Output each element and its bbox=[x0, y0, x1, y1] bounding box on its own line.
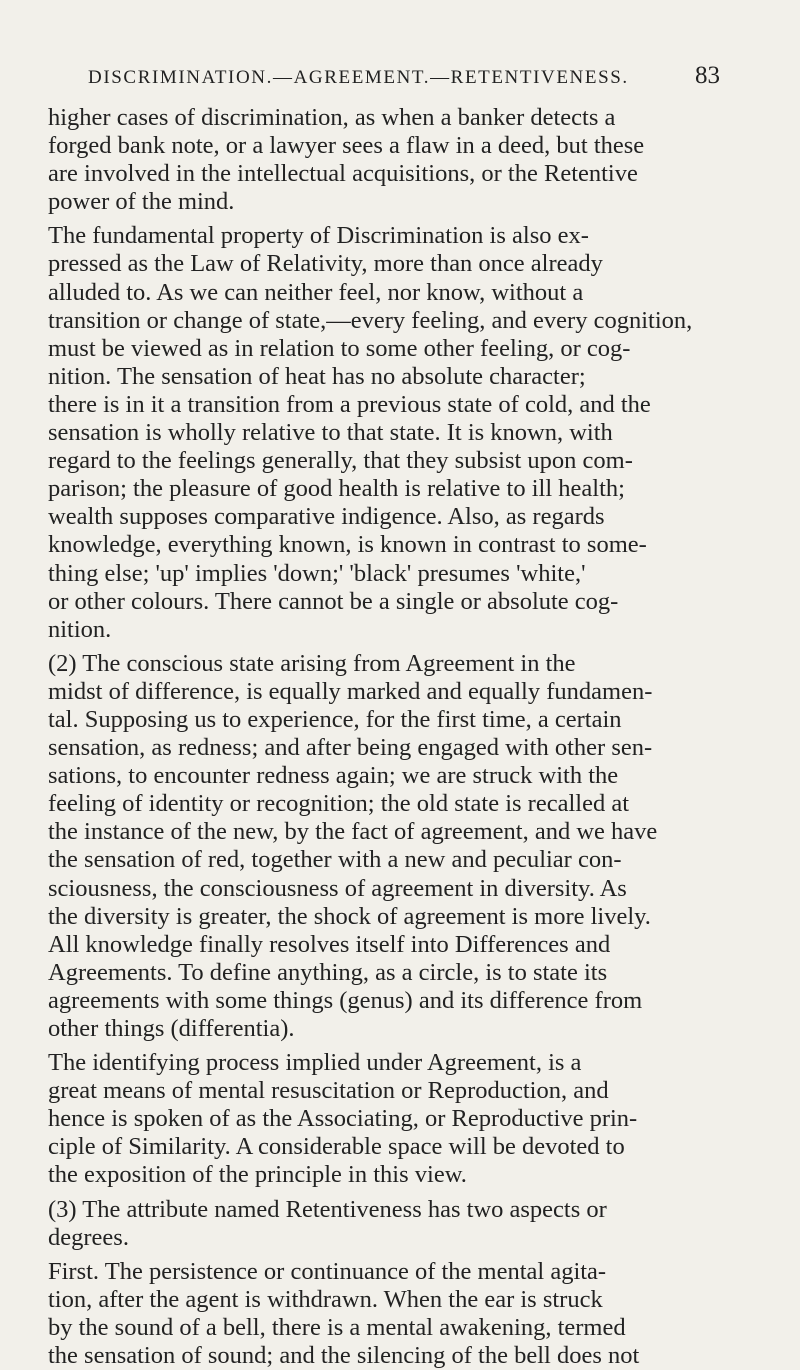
text-line: midst of difference, is equally marked and equally fundamen- bbox=[48, 677, 653, 705]
text-line: power of the mind. bbox=[48, 188, 235, 216]
text-line: pressed as the Law of Relativity, more than once already bbox=[48, 250, 603, 278]
text-line: nition. The sensation of heat has no absolute character; bbox=[48, 362, 586, 390]
page-header bbox=[88, 62, 720, 90]
text-line: knowledge, everything known, is known in contrast to some- bbox=[48, 531, 647, 559]
text-line: must be viewed as in relation to some other feeling, or cog- bbox=[48, 334, 631, 362]
paragraph-retentiveness bbox=[48, 1196, 728, 1252]
text-line: First. The persistence or continuance of the mental agita- bbox=[48, 1257, 607, 1285]
text-line: Agreements. To define anything, as a circle, is to state its bbox=[48, 958, 608, 986]
text-line: tal. Supposing us to experience, for the first time, a certain bbox=[48, 705, 622, 733]
text-line: nition. bbox=[48, 615, 112, 643]
text-line: the sensation of red, together with a new and peculiar con- bbox=[48, 846, 622, 874]
text-line: agreements with some things (genus) and its difference from bbox=[48, 986, 643, 1014]
text-line: sations, to encounter redness again; we are struck with the bbox=[48, 762, 619, 790]
text-line: the instance of the new, by the fact of agreement, and we have bbox=[48, 818, 658, 846]
text-line: forged bank note, or a lawyer sees a flaw in a deed, but these bbox=[48, 132, 645, 160]
text-line: hence is spoken of as the Associating, or Reproductive prin- bbox=[48, 1105, 638, 1133]
text-line: degrees. bbox=[48, 1223, 129, 1251]
text-line: sciousness, the consciousness of agreement in diversity. As bbox=[48, 874, 627, 902]
text-line: regard to the feelings generally, that they subsist upon com- bbox=[48, 447, 633, 475]
text-line: great means of mental resuscitation or Reproduction, and bbox=[48, 1077, 609, 1105]
page-number: 83 bbox=[695, 62, 720, 89]
paragraph-discrimination-cases bbox=[48, 104, 728, 216]
paragraph-identifying-process bbox=[48, 1049, 728, 1189]
text-line: The fundamental property of Discrimination is also ex- bbox=[48, 222, 589, 250]
text-line: sensation, as redness; and after being engaged with other sen- bbox=[48, 734, 653, 762]
text-line: higher cases of discrimination, as when a banker detects a bbox=[48, 104, 616, 131]
paragraph-law-of-relativity bbox=[48, 222, 728, 643]
text-line: by the sound of a bell, there is a mental awakening, termed bbox=[48, 1313, 626, 1341]
text-line: wealth supposes comparative indigence. Also, as regards bbox=[48, 503, 605, 531]
text-line: are involved in the intellectual acquisitions, or the Retentive bbox=[48, 160, 638, 188]
text-line: the sensation of sound; and the silencing of the bell does not bbox=[48, 1342, 640, 1370]
text-line: the diversity is greater, the shock of agreement is more lively. bbox=[48, 902, 651, 930]
text-line: there is in it a transition from a previous state of cold, and the bbox=[48, 390, 651, 418]
text-line: the exposition of the principle in this view. bbox=[48, 1161, 467, 1189]
text-line: (3) The attribute named Retentiveness has two aspects or bbox=[48, 1195, 607, 1223]
text-line: parison; the pleasure of good health is relative to ill health; bbox=[48, 475, 625, 503]
running-head: DISCRIMINATION.—AGREEMENT.—RETENTIVENESS. bbox=[88, 67, 629, 88]
text-line: ciple of Similarity. A considerable space will be devoted to bbox=[48, 1133, 625, 1161]
text-line: sensation is wholly relative to that state. It is known, with bbox=[48, 419, 613, 447]
text-line: transition or change of state,—every feeling, and every cognition, bbox=[48, 306, 693, 334]
paragraph-agreement bbox=[48, 650, 728, 1043]
text-line: feeling of identity or recognition; the old state is recalled at bbox=[48, 790, 630, 818]
text-line: thing else; 'up' implies 'down;' 'black' presumes 'white,' bbox=[48, 559, 586, 587]
text-line: other things (differentia). bbox=[48, 1015, 295, 1042]
text-line: alluded to. As we can neither feel, nor know, without a bbox=[48, 278, 584, 306]
text-line: tion, after the agent is withdrawn. When the ear is struck bbox=[48, 1285, 603, 1313]
paragraph-persistence bbox=[48, 1258, 728, 1370]
text-line: or other colours. There cannot be a single or absolute cog- bbox=[48, 587, 619, 615]
text-line: The identifying process implied under Agreement, is a bbox=[48, 1049, 582, 1077]
text-line: (2) The conscious state arising from Agreement in the bbox=[48, 649, 576, 677]
body-text bbox=[48, 104, 728, 1370]
text-line: All knowledge finally resolves itself into Differences and bbox=[48, 930, 611, 958]
